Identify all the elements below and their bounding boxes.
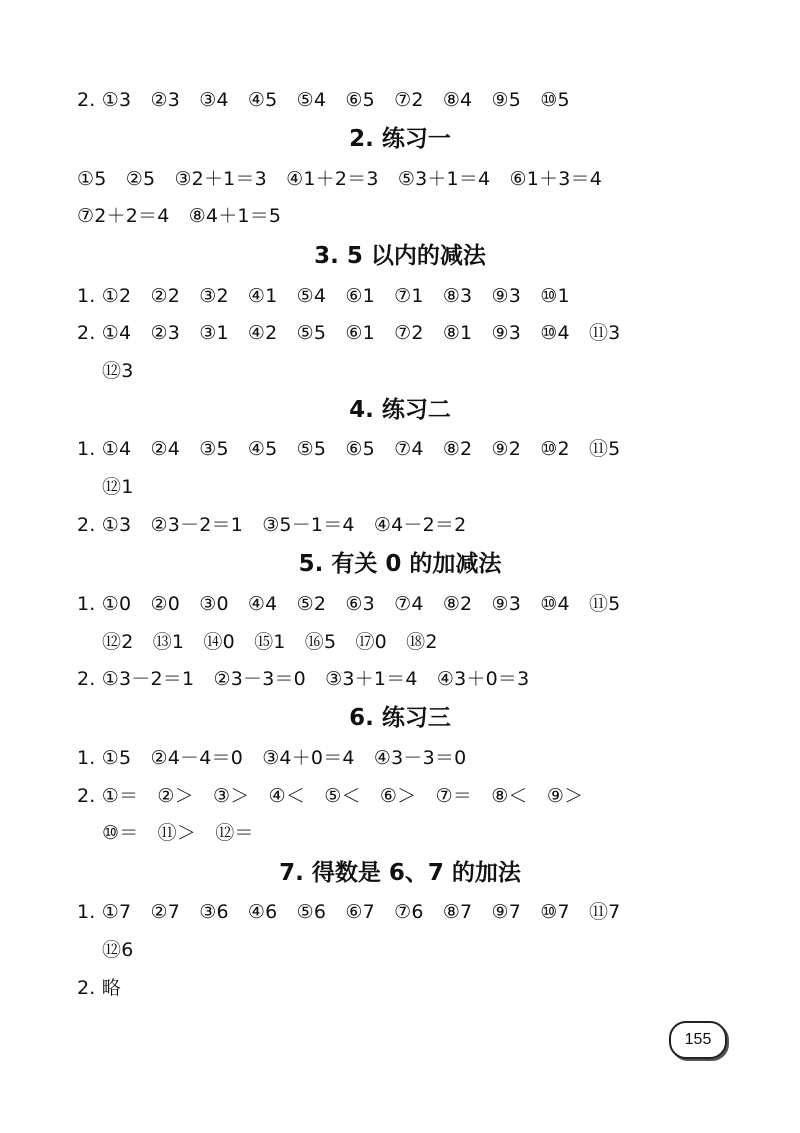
page-number: 155 — [669, 1021, 727, 1059]
section-heading: 2. 练习一 — [349, 126, 451, 152]
answer-line: 2. ①3－2＝1 ②3－3＝0 ③3＋1＝4 ④3＋0＝3 — [77, 668, 530, 690]
answer-line: 2. ①3 ②3 ③4 ④5 ⑤4 ⑥5 ⑦2 ⑧4 ⑨5 ⑩5 — [77, 89, 570, 111]
section-heading: 3. 5 以内的减法 — [314, 243, 486, 269]
answer-line-continuation: ⑫6 — [102, 939, 134, 961]
answer-line: ⑦2＋2＝4 ⑧4＋1＝5 — [77, 205, 282, 227]
section-heading: 4. 练习二 — [349, 397, 451, 423]
answer-line: 2. ①＝ ②＞ ③＞ ④＜ ⑤＜ ⑥＞ ⑦＝ ⑧＜ ⑨＞ — [77, 785, 584, 807]
answer-line: 2. ①4 ②3 ③1 ④2 ⑤5 ⑥1 ⑦2 ⑧1 ⑨3 ⑩4 ⑪3 — [77, 322, 621, 344]
answer-line: 1. ①7 ②7 ③6 ④6 ⑤6 ⑥7 ⑦6 ⑧7 ⑨7 ⑩7 ⑪7 — [77, 901, 621, 923]
answer-line: 2. 略 — [77, 977, 121, 999]
answer-line: ①5 ②5 ③2＋1＝3 ④1＋2＝3 ⑤3＋1＝4 ⑥1＋3＝4 — [77, 168, 603, 190]
answer-line-continuation: ⑫1 — [102, 476, 134, 498]
answer-line: 1. ①4 ②4 ③5 ④5 ⑤5 ⑥5 ⑦4 ⑧2 ⑨2 ⑩2 ⑪5 — [77, 438, 621, 460]
answer-line: 2. ①3 ②3－2＝1 ③5－1＝4 ④4－2＝2 — [77, 514, 467, 536]
section-heading: 7. 得数是 6、7 的加法 — [279, 860, 521, 886]
answer-line: 1. ①2 ②2 ③2 ④1 ⑤4 ⑥1 ⑦1 ⑧3 ⑨3 ⑩1 — [77, 285, 570, 307]
answer-line-continuation: ⑫2 ⑬1 ⑭0 ⑮1 ⑯5 ⑰0 ⑱2 — [102, 631, 438, 653]
answer-line: 1. ①0 ②0 ③0 ④4 ⑤2 ⑥3 ⑦4 ⑧2 ⑨3 ⑩4 ⑪5 — [77, 593, 621, 615]
answer-line-continuation: ⑫3 — [102, 360, 134, 382]
answer-line-continuation: ⑩＝ ⑪＞ ⑫＝ — [102, 822, 254, 844]
answer-line: 1. ①5 ②4－4＝0 ③4＋0＝4 ④3－3＝0 — [77, 747, 467, 769]
section-heading: 6. 练习三 — [349, 705, 451, 731]
section-heading: 5. 有关 0 的加减法 — [298, 551, 502, 577]
